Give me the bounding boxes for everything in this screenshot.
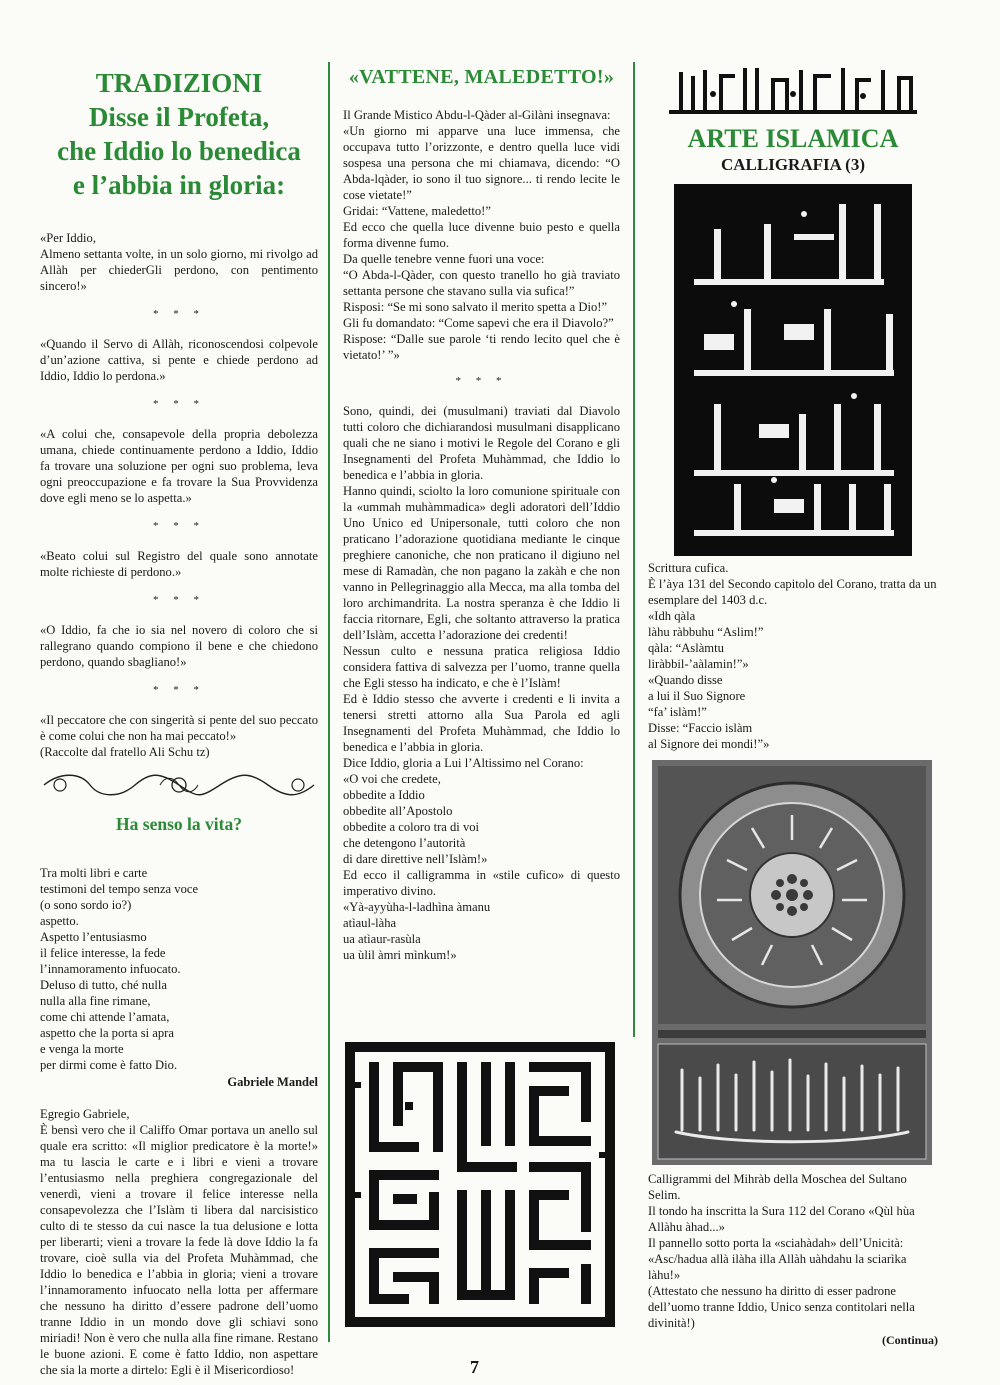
tradizioni-subtitle-line: e l’abbia in gloria:: [72, 170, 286, 200]
caption-line: qàla: “Aslàmtu: [648, 641, 724, 655]
reply-letter: Egregio Gabriele, È bensì vero che il Califfo Omar portava un anello sul quale era scritto: «Il miglior predicatore è la morte!» ma tu lascia le carte e i libri e vieni a trovare l’entusiasmo nella preghiera congregazionale del venerdì, vieni a trovare il felice interesse nella consapevolezza che l’Islàm ti libera dal narcisistico culto di te stesso da cui nasce la tua delusione e lotta per liberarti; vieni a trovare la fede là dove Iddio la fa trovare, cioè sulla via del Profeta Muhàmmad, che Iddio lo benedica e l’abbia in gloria; vieni a trovare l’innamoramento infuocato nella lotta per affermare che nessuno ha diritto d’essere padrone dell’uomo tranne Iddio in un mondo dove gli schiavi sono miriadi! Non è vero che nulla alla fine rimane. Restano le buone azioni. E come è fatto Iddio, non aspettare che sia la morte a dirtelo: Egli è il Misericordioso!: [40, 1107, 318, 1377]
mihrab-tiles-photo: [652, 760, 932, 1165]
separator-stars: * * *: [153, 398, 205, 410]
poem-line: aspetto che la porta si apra: [40, 1026, 174, 1040]
caption-line: al Signore dei mondi!”»: [648, 737, 770, 751]
square-kufic-calligram-image: [345, 1042, 615, 1327]
column-vattene: [343, 0, 620, 963]
caption-mihrab: Calligrammi del Mihràb della Moschea del Sultano Selim. Il tondo ha inscritta la Sura 112 del Corano «Qùl hùa Allàhu àhad...» Il pannello sotto porta la «sciahàdah» dell’Unicità: «Asc/hadua allà ilàha illa Allàh uàhdahu la sciarìka làhu!» (Attestato che nessuno ha diritto di esser padrone dell’uomo tranne Iddio, Unico senza contitolari nella divinità!): [648, 1172, 915, 1330]
hadith-paragraph: «O Iddio, fa che io sia nel novero di coloro che si rallegrano quando compiono il bene e che chiedono perdono, quando sbagliano!»: [40, 623, 318, 669]
body-paragraph: Ed ecco il calligramma in «stile cufico» di questo imperativo divino.: [343, 868, 620, 898]
poem-line: il felice interesse, la fede: [40, 946, 166, 960]
hadith-paragraph: «Beato colui sul Registro del quale sono annotate molte richieste di perdono.»: [40, 549, 318, 579]
ornamental-divider-icon: [40, 768, 318, 802]
poem-author: Gabriele Mandel: [227, 1075, 318, 1089]
quote-line: di dare direttive nell’Islàm!»: [343, 852, 488, 866]
translit-line: ua atìaur-rasùla: [343, 932, 421, 946]
quote-line: obbedite a Iddio: [343, 788, 425, 802]
column-rule-left: [328, 62, 330, 1342]
quote-line: obbedite a coloro tra di voi: [343, 820, 480, 834]
poem-line: e venga la morte: [40, 1042, 124, 1056]
poem-line: testimoni del tempo senza voce: [40, 882, 199, 896]
basmala-calligraphy-image: [663, 64, 923, 120]
story-paragraph: Il Grande Mistico Abdu-l-Qàder al-Gilàni insegnava: «Un giorno mi apparve una luce immensa, che occupava tutto l’orizzonte, e dentro quella luce vidi sospesa una persona che mi chiamava, dicendo: “O Abda-lqàder, io sono il tuo signore... ti rendo lecite le cose vietate!” Gridai: “Vattene, maledetto!” Ed ecco che quella luce divenne buio pesto e quella forma divenne fumo. Da quelle tenebre venne fuori una voce: “O Abda-l-Qàder, con questo tranello ho già traviato settanta persone che stavano sulla via sufica!” Risposi: “Se mi sono salvato il merito spetta a Dio!” Gli fu domandato: “Come sapevi che era il Diavolo?” Rispose: “Dalle sue parole ‘ti rendo lecito quel che è vietato!’ ”»: [343, 108, 620, 362]
column-tradizioni: [40, 0, 318, 1378]
poem-line: per dirmi come è fatto Dio.: [40, 1058, 178, 1072]
column-rule-right: [633, 62, 635, 1037]
caption-line: làhu ràbbuhu “Aslim!”: [648, 625, 764, 639]
quote-line: che detengono l’autorità: [343, 836, 466, 850]
quran-quote: [343, 771, 620, 867]
poem-line: nulla alla fine rimane,: [40, 994, 151, 1008]
separator-stars: * * *: [153, 520, 205, 532]
hadith-paragraph: «Per Iddio, Almeno settanta volte, in un solo giorno, mi rivolgo ad Allàh per chiederGli perdono, con pentimento sincero!»: [40, 231, 318, 293]
caption-line: liràbbil-’aàlamin!”»: [648, 657, 749, 671]
separator-stars: * * *: [153, 308, 205, 320]
hadith-paragraph: «Quando il Servo di Allàh, riconoscendosi colpevole d’un’azione cattiva, si pente e chiede perdono ad Iddio, Iddio lo perdona.»: [40, 337, 318, 383]
separator-stars: * * *: [455, 375, 508, 387]
poem-line: Tra molti libri e carte: [40, 866, 148, 880]
caption-verse: [648, 608, 938, 752]
caption-line: «Idh qàla: [648, 609, 696, 623]
caption-kufic: Scrittura cufica. È l’àya 131 del Secondo capitolo del Corano, tratta da un esemplare del 1403 d.c.: [648, 561, 937, 607]
separator-stars: * * *: [153, 594, 205, 606]
arte-islamica-title: ARTE ISLAMICA: [687, 124, 899, 153]
translit-line: atìaul-làha: [343, 916, 397, 930]
tradizioni-subtitle-line: che Iddio lo benedica: [57, 136, 301, 166]
poem-line: (o sono sordo io?): [40, 898, 132, 912]
caption-line: «Quando disse: [648, 673, 723, 687]
poem-line: Aspetto l’entusiasmo: [40, 930, 147, 944]
page-number: 7: [470, 1357, 479, 1377]
quote-line: «O voi che credete,: [343, 772, 441, 786]
hadith-paragraph: «Il peccatore che con singerità si pente del suo peccato è come colui che non ha mai peccato!» (Raccolte dal fratello Ali Schu tz): [40, 713, 318, 759]
tradizioni-heading: [40, 66, 318, 202]
caption-line: “fa’ islàm!”: [648, 705, 707, 719]
separator-stars: * * *: [153, 684, 205, 696]
poem-title: Ha senso la vita?: [116, 814, 242, 834]
poem-line: aspetto.: [40, 914, 79, 928]
body-paragraph: Sono, quindi, dei (musulmani) traviati dal Diavolo tutti coloro che dichiarandosi musulmani disapplicano quali che ne siano i motivi le Regole del Corano e gli Insegnamenti del Profeta Muhàmmad, che Iddio lo benedica e l’abbia in gloria. Hanno quindi, sciolto la loro comunione spirituale con la «ummah muhàmmadica» degli adoratori dell’Iddio Uno Unico ed Unipersonale, tutti coloro che non praticano l’adorazione quotidiana mediante le cinque preghiere canoniche, che non praticano il digiuno nel mese di Ramadàn, che non pagano la zakàh e che non vanno in Pellegrinaggio alla Mecca, ma alla tomba del loro archimandrita. La nostra speranza è che Iddio li faccia ritornare, Egli, che soltanto attraverso la pratica dell’Islàm, accetta l’adorazione dei credenti! Nessun culto e nessuna pratica religiosa Iddio considera fattiva di salvezza per l’uomo, tranne quella che Egli stesso ha indicato, e che è l’Islàm! Ed è Iddio stesso che avverte i credenti e li invita a tenersi stretti attorno alla Sua Parola ed agli Insegnamenti del Profeta Muhàmmad, che Iddio lo benedica e l’abbia in gloria. Dice Iddio, gloria a Lui l’Altissimo nel Corano:: [343, 404, 620, 770]
column-arte-islamica: [648, 0, 938, 1348]
tradizioni-title: TRADIZIONI: [95, 68, 263, 98]
hadith-paragraph: «A colui che, consapevole della propria debolezza umana, chiede continuamente perdono a Iddio, Iddio fa trovare una soluzione per ogni suo problema, leva ogni preoccupazione e fa trovare la Sua Provvidenza dove egli meno se lo aspetta.»: [40, 427, 318, 505]
poem-line: l’innamoramento infuocato.: [40, 962, 181, 976]
transliteration: [343, 899, 620, 963]
poem: [40, 865, 318, 1073]
continua-label: (Continua): [881, 1333, 938, 1347]
caption-line: Disse: “Faccio islàm: [648, 721, 753, 735]
poem-line: come chi attende l’amata,: [40, 1010, 170, 1024]
vattene-title: «VATTENE, MALEDETTO!»: [348, 66, 615, 88]
translit-line: «Yà-ayyùha-l-ladhìna àmanu: [343, 900, 491, 914]
caption-line: a lui il Suo Signore: [648, 689, 746, 703]
tradizioni-subtitle-line: Disse il Profeta,: [88, 102, 270, 132]
translit-line: ua ùlil àmri mìnkum!»: [343, 948, 457, 962]
quote-line: obbedite all’Apostolo: [343, 804, 453, 818]
calligrafia-subtitle: CALLIGRAFIA (3): [720, 155, 866, 174]
kufic-verse-panel-image: [674, 184, 912, 556]
poem-line: Deluso di tutto, ché nulla: [40, 978, 167, 992]
